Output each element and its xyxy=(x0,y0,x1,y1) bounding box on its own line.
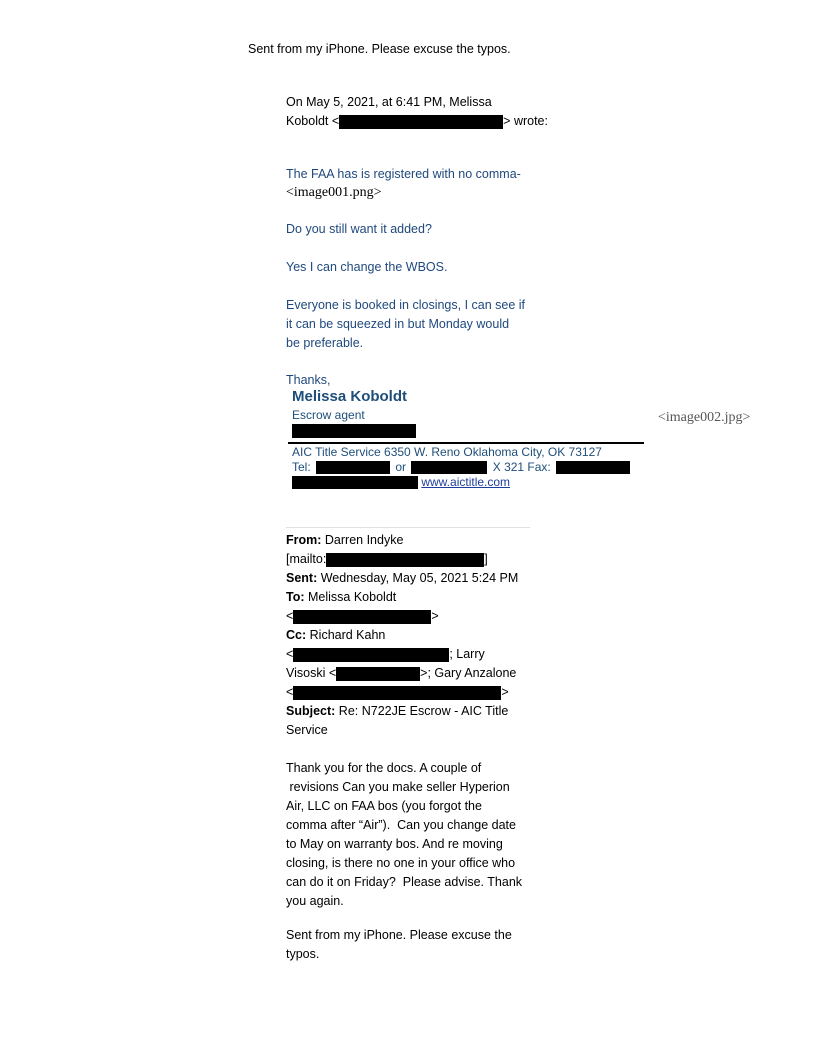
top-sent-from-note: Sent from my iPhone. Please excuse the typos. xyxy=(248,42,511,56)
reply-paragraph-4-line2: it can be squeezed in but Monday would xyxy=(286,317,510,331)
gary-email-line xyxy=(286,683,509,702)
cc-line xyxy=(286,626,385,645)
to-line xyxy=(286,588,396,607)
signature-divider xyxy=(288,442,644,444)
cc-label: Cc: xyxy=(286,628,307,642)
original-body-line4: comma after “Air”). Can you change date xyxy=(286,818,516,832)
redacted-fax xyxy=(556,461,630,474)
image002-placeholder: <image002.jpg> xyxy=(658,410,751,425)
or-label: or xyxy=(395,460,407,474)
signature-phone-line xyxy=(292,460,632,474)
quote-header-suffix: > wrote: xyxy=(503,114,548,128)
closing-note-line1: Sent from my iPhone. Please excuse the xyxy=(286,928,512,942)
visoski-line xyxy=(286,664,516,683)
original-body-line1: Thank you for the docs. A couple of xyxy=(286,761,482,775)
lt-sign: < xyxy=(286,647,294,661)
redacted-gary-email xyxy=(293,686,501,700)
redacted-mailto xyxy=(326,553,484,567)
subject-value-line1: Re: N722JE Escrow - AIC Title xyxy=(338,704,509,718)
from-line xyxy=(286,531,403,550)
lt-sign: < xyxy=(286,685,294,699)
reply-paragraph-1: The FAA has is registered with no comma- xyxy=(286,167,521,181)
redacted-email xyxy=(339,115,503,129)
original-body-line3: Air, LLC on FAA bos (you forgot the xyxy=(286,799,482,813)
cc-larry: ; Larry xyxy=(449,647,485,661)
tel-label: Tel: xyxy=(292,460,311,474)
signature-web-line xyxy=(292,475,510,489)
to-value: Melissa Koboldt xyxy=(308,590,397,604)
redacted-email-2 xyxy=(292,476,418,489)
redacted-to-email xyxy=(293,610,431,624)
original-body-line6: closing, is there no one in your office who xyxy=(286,856,516,870)
cc-value: Richard Kahn xyxy=(309,628,386,642)
subject-line xyxy=(286,702,508,721)
gt-sign: > xyxy=(501,685,509,699)
visoski-suffix: >; Gary Anzalone xyxy=(420,666,517,680)
from-value: Darren Indyke xyxy=(324,533,404,547)
redacted-visoski-email xyxy=(336,667,420,681)
redacted-phone-1 xyxy=(316,461,390,474)
original-body-line8: you again. xyxy=(286,894,344,908)
signature-name: Melissa Koboldt xyxy=(292,388,408,405)
quote-header-prefix: Koboldt < xyxy=(286,114,340,128)
mailto-prefix: [mailto: xyxy=(286,552,327,566)
reply-paragraph-2: Do you still want it added? xyxy=(286,222,432,236)
original-body-line2: revisions Can you make seller Hyperion xyxy=(286,780,510,794)
to-email-line xyxy=(286,607,439,626)
reply-paragraph-3: Yes I can change the WBOS. xyxy=(286,260,448,274)
sent-value: Wednesday, May 05, 2021 5:24 PM xyxy=(320,571,519,585)
original-body-line5: to May on warranty bos. And re moving xyxy=(286,837,503,851)
image001-placeholder: <image001.png> xyxy=(286,185,382,200)
sent-label: Sent: xyxy=(286,571,318,585)
signature-company-line: AIC Title Service 6350 W. Reno Oklahoma City, OK 73127 xyxy=(292,445,602,459)
redacted-signature-line xyxy=(292,424,416,438)
original-body-line7: can do it on Friday? Please advise. Thank xyxy=(286,875,523,889)
quote-header-line1: On May 5, 2021, at 6:41 PM, Melissa xyxy=(286,95,492,109)
from-label: From: xyxy=(286,533,322,547)
subject-label: Subject: xyxy=(286,704,336,718)
website-link[interactable]: www.aictitle.com xyxy=(421,475,511,489)
reply-paragraph-4-line1: Everyone is booked in closings, I can see if xyxy=(286,298,526,312)
reply-thanks: Thanks, xyxy=(286,373,331,387)
lt-sign: < xyxy=(286,609,294,623)
visoski-prefix: Visoski < xyxy=(286,666,337,680)
quote-header-line2 xyxy=(286,112,548,131)
cc-email-line xyxy=(286,645,485,664)
redacted-cc-email xyxy=(293,648,449,662)
redacted-phone-2 xyxy=(411,461,487,474)
signature-title: Escrow agent xyxy=(292,408,365,422)
mailto-suffix: ] xyxy=(484,552,488,566)
closing-note-line2: typos. xyxy=(286,947,320,961)
reply-paragraph-4-line3: be preferable. xyxy=(286,336,364,350)
subject-value-line2: Service xyxy=(286,723,328,737)
to-label: To: xyxy=(286,590,305,604)
quoted-email-divider xyxy=(286,527,530,528)
gt-sign: > xyxy=(431,609,439,623)
sent-line xyxy=(286,569,518,588)
mailto-line xyxy=(286,550,488,569)
ext-fax-label: X 321 Fax: xyxy=(492,460,551,474)
